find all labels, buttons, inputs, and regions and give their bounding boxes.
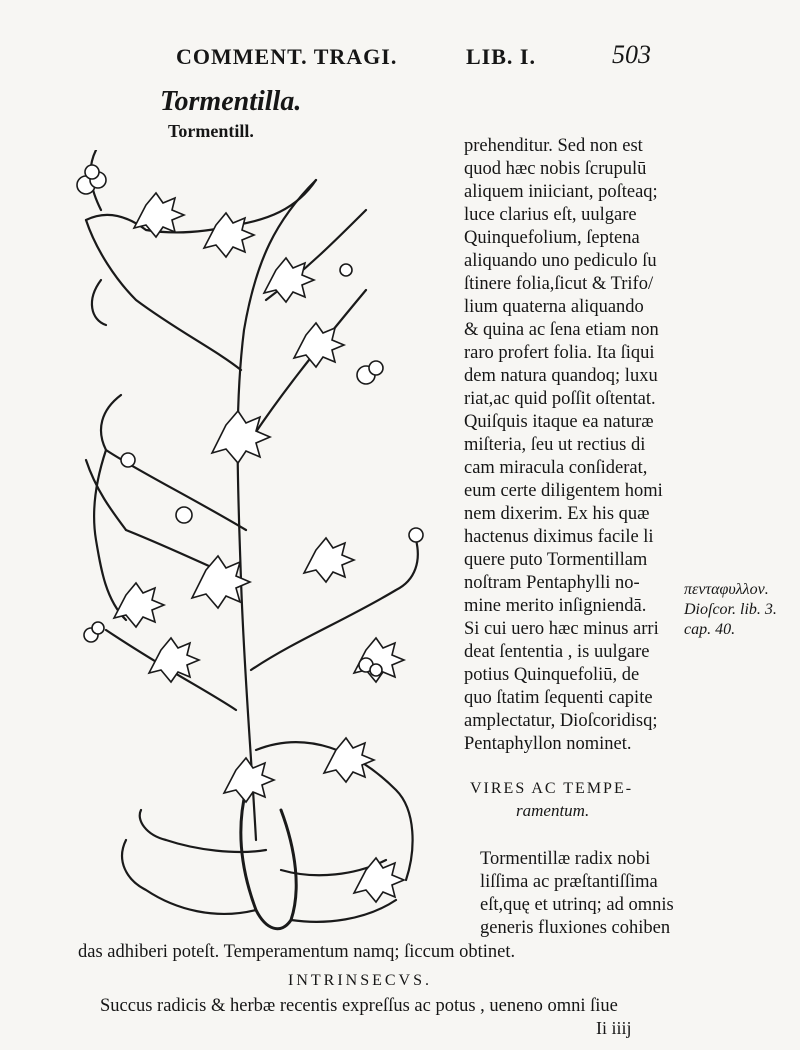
text-line: quere puto Tormentillam	[464, 550, 648, 570]
chapter-subtitle: Tormentill.	[168, 121, 254, 141]
tormentilla-woodcut-illustration	[66, 150, 476, 940]
text-line: quod hæc nobis ſcrupulū	[464, 159, 647, 179]
text-line: liſſima ac præſtantiſſima	[480, 872, 658, 892]
text-line: luce clarius eſt, uulgare	[464, 205, 637, 225]
text-line-full-width: das adhiberi poteſt. Temperamentum namq; ſiccum obtinet.	[78, 942, 516, 962]
text-line: cam miracula conſiderat,	[464, 458, 648, 478]
page-number: 503	[612, 40, 651, 69]
main-text-column	[464, 135, 684, 756]
section-heading-vires-continued: ramentum.	[516, 801, 590, 820]
text-line: miſteria, ſeu ut rectius di	[464, 435, 646, 455]
text-line: raro profert folia. Ita ſiqui	[464, 343, 655, 363]
text-line: Pentaphyllon nominet.	[464, 734, 632, 754]
text-line: aliquem iniiciant, poſteaq;	[464, 182, 658, 202]
text-line: deat ſententia , is uulgare	[464, 642, 650, 662]
text-line: quo ſtatim ſequenti capite	[464, 688, 653, 708]
running-title: COMMENT. TRAGI.	[176, 44, 398, 69]
margin-note-line: πενταφυλλον.	[684, 581, 769, 598]
text-line: potius Quinquefoliū, de	[464, 665, 640, 685]
text-line: mine merito inſigniendā.	[464, 596, 647, 616]
text-line: & quina ac ſena etiam non	[464, 320, 659, 340]
margin-note-line: cap. 40.	[684, 621, 736, 638]
signature-mark: Ii iiij	[596, 1018, 632, 1038]
text-line: amplectatur, Dioſcoridisq;	[464, 711, 658, 731]
vires-text-column	[480, 848, 690, 940]
text-line: Si cui uero hæc minus arri	[464, 619, 659, 639]
text-line: Tormentillæ radix nobi	[480, 849, 651, 869]
chapter-title: Tormentilla.	[160, 86, 302, 117]
text-line: Quinquefolium, ſeptena	[464, 228, 640, 248]
text-line: eum certe diligentem homi	[464, 481, 663, 501]
margin-note-line: Dioſcor. lib. 3.	[684, 601, 777, 618]
text-line: dem natura quandoq; luxu	[464, 366, 658, 386]
text-line: lium quaterna aliquando	[464, 297, 644, 317]
text-line: noſtram Pentaphylli no-	[464, 573, 640, 593]
text-line: prehenditur. Sed non est	[464, 136, 643, 156]
section-heading-intrinsecus: INTRINSECVS.	[288, 972, 433, 989]
text-line: ſtinere folia,ſicut & Trifo/	[464, 274, 654, 294]
text-line: riat,ac quid poſſit oſtentat.	[464, 389, 656, 409]
text-line: eſt,quę et utrinq; ad omnis	[480, 895, 674, 915]
text-line: Quiſquis itaque ea naturæ	[464, 412, 654, 432]
text-line: nem dixerim. Ex his quæ	[464, 504, 650, 524]
book-number: LIB. I.	[466, 44, 536, 69]
text-line: hactenus diximus facile li	[464, 527, 654, 547]
text-line-full-width: Succus radicis & herbæ recentis expreſſus ac potus , ueneno omni ſiue	[100, 996, 618, 1016]
text-line: generis fluxiones cohiben	[480, 918, 671, 938]
text-line: aliquando uno pediculo ſu	[464, 251, 657, 271]
marginal-note	[684, 580, 800, 640]
section-heading-vires: VIRES AC TEMPE-	[470, 780, 634, 797]
